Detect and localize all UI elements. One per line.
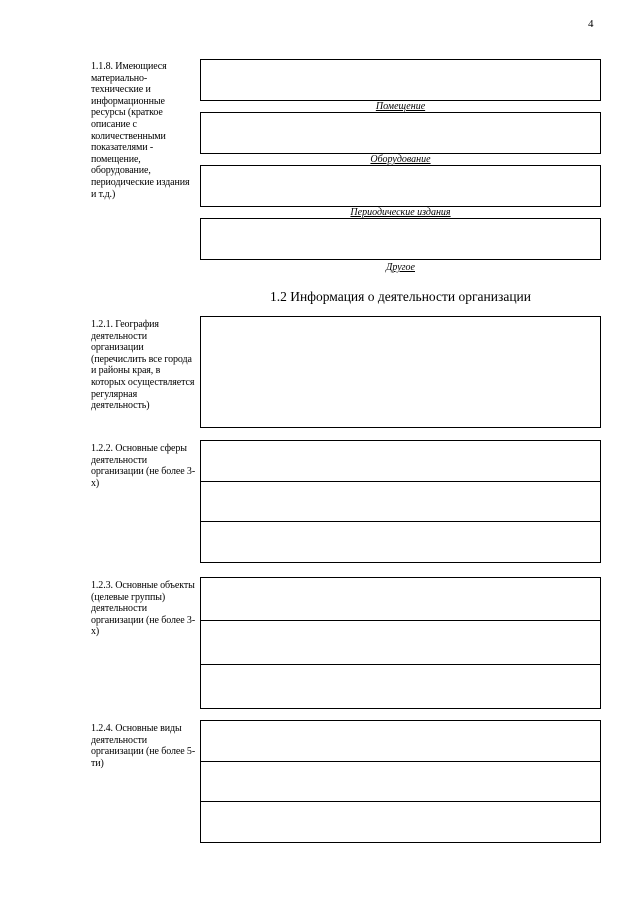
section-1-2-2-label: 1.2.2. Основные сферы деятельности организации (не более 3-х) bbox=[91, 443, 196, 489]
activity-type-field-3[interactable] bbox=[201, 802, 600, 842]
target-group-field-3[interactable] bbox=[201, 665, 600, 708]
activity-sphere-field-1[interactable] bbox=[201, 441, 600, 482]
periodicals-caption: Периодические издания bbox=[350, 207, 451, 218]
section-1-2-heading: 1.2 Информация о деятельности организации bbox=[269, 289, 531, 304]
activity-type-field-1[interactable] bbox=[201, 721, 600, 762]
section-1-2-3-label: 1.2.3. Основные объекты (целевые группы) деятельности организации (не более 3-х) bbox=[91, 580, 196, 638]
periodicals-field[interactable] bbox=[200, 165, 601, 207]
section-1-2-4-label: 1.2.4. Основные виды деятельности организации (не более 5-ти) bbox=[91, 723, 196, 769]
premises-field[interactable] bbox=[200, 59, 601, 101]
activity-spheres-table bbox=[200, 440, 601, 563]
activity-types-table bbox=[200, 720, 601, 843]
section-1-2-1-label: 1.2.1. География деятельности организации (перечислить все города и районы края, в которых осуществляется регулярная деятельность) bbox=[91, 319, 195, 412]
target-group-field-2[interactable] bbox=[201, 621, 600, 665]
target-groups-table bbox=[200, 577, 601, 709]
geography-field[interactable] bbox=[200, 316, 601, 428]
target-group-field-1[interactable] bbox=[201, 578, 600, 621]
premises-caption: Помещение bbox=[375, 101, 426, 112]
other-caption: Другое bbox=[385, 262, 415, 273]
equipment-field[interactable] bbox=[200, 112, 601, 154]
page-number: 4 bbox=[588, 18, 594, 30]
other-resources-field[interactable] bbox=[200, 218, 601, 260]
equipment-caption: Оборудование bbox=[370, 154, 431, 165]
activity-type-field-2[interactable] bbox=[201, 762, 600, 802]
activity-sphere-field-2[interactable] bbox=[201, 482, 600, 522]
section-1-1-8-label: 1.1.8. Имеющиеся материально-технические и информационные ресурсы (краткое описание с количественными показателями - помещение, оборудование, периодические издания и т.д.) bbox=[91, 61, 190, 200]
activity-sphere-field-3[interactable] bbox=[201, 522, 600, 562]
